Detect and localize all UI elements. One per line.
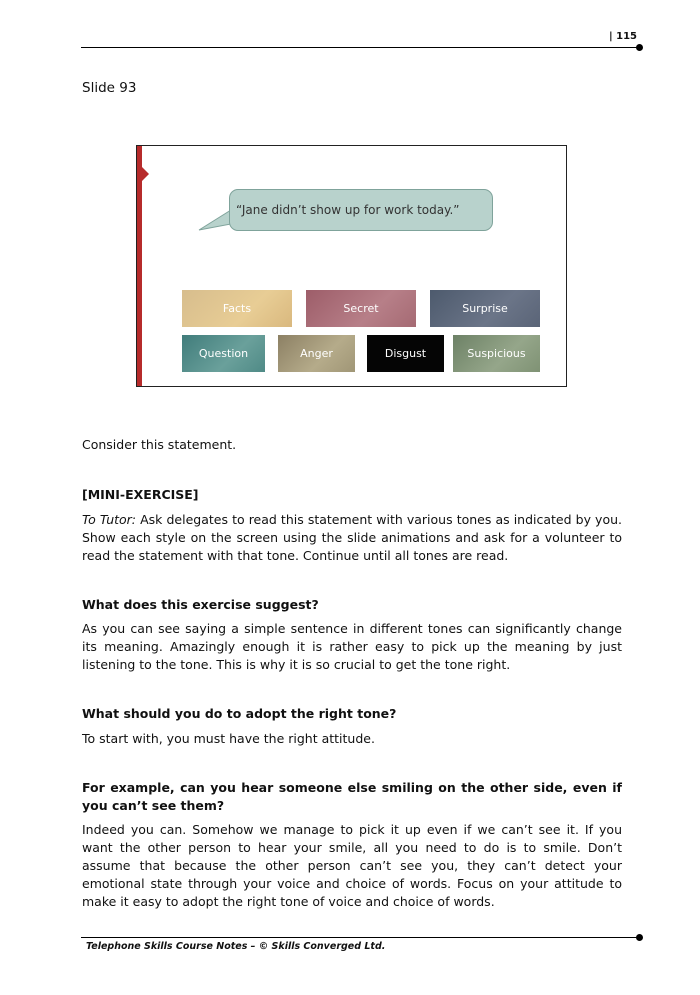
tone-secret: Secret xyxy=(306,290,416,327)
slide-image xyxy=(136,145,567,387)
answer-paragraph-2: To start with, you must have the right attitude. xyxy=(82,731,375,746)
tone-anger: Anger xyxy=(278,335,355,372)
question-heading-1: What does this exercise suggest? xyxy=(82,597,319,612)
slide-accent-bar xyxy=(137,146,142,386)
tone-facts: Facts xyxy=(182,290,292,327)
intro-paragraph: Consider this statement. xyxy=(82,437,237,452)
footer-rule xyxy=(81,937,639,938)
answer-paragraph-1: As you can see saying a simple sentence in different tones can significantly change its meaning. Amazingly enough it is rather easy to pick up the meaning by just listening to the tone. This is why it is so crucial to get the tone right. xyxy=(82,621,622,672)
question-heading-3: For example, can you hear someone else smiling on the other side, even if you can’t see them? xyxy=(82,780,622,813)
footer-rule-dot xyxy=(636,934,643,941)
speech-bubble xyxy=(229,189,493,231)
slide-accent-arrow xyxy=(141,166,149,182)
page-number: | 115 xyxy=(608,31,637,42)
tutor-label: To Tutor: xyxy=(82,512,137,527)
header-rule-dot xyxy=(636,44,643,51)
tone-question: Question xyxy=(182,335,265,372)
exercise-heading: [MINI-EXERCISE] xyxy=(82,487,199,502)
speech-bubble-quote: “Jane didn’t show up for work today.” xyxy=(236,203,460,217)
tutor-paragraph xyxy=(82,511,622,565)
tone-surprise: Surprise xyxy=(430,290,540,327)
answer-paragraph-3: Indeed you can. Somehow we manage to pick it up even if we can’t see it. If you want the other person to hear your smile, all you need to do is to smile. Don’t assume that because the other person can’t see you, they can’t detect your emotional state through your voice and choice of words. Focus on your attitude to make it easy to adopt the right tone of voice and choice of words. xyxy=(82,822,622,909)
tutor-text: Ask delegates to read this statement with various tones as indicated by you. Show each style on the screen using the slide animations and ask for a volunteer to read the statement with that tone. Continue until all tones are read. xyxy=(82,512,622,563)
slide-label: Slide 93 xyxy=(82,80,137,96)
tone-suspicious: Suspicious xyxy=(453,335,540,372)
question-heading-2: What should you do to adopt the right tone? xyxy=(82,706,397,721)
tone-disgust: Disgust xyxy=(367,335,444,372)
speech-bubble-tail xyxy=(197,208,233,232)
footer-text: Telephone Skills Course Notes – © Skills Converged Ltd. xyxy=(86,941,386,952)
header-rule xyxy=(81,47,639,48)
